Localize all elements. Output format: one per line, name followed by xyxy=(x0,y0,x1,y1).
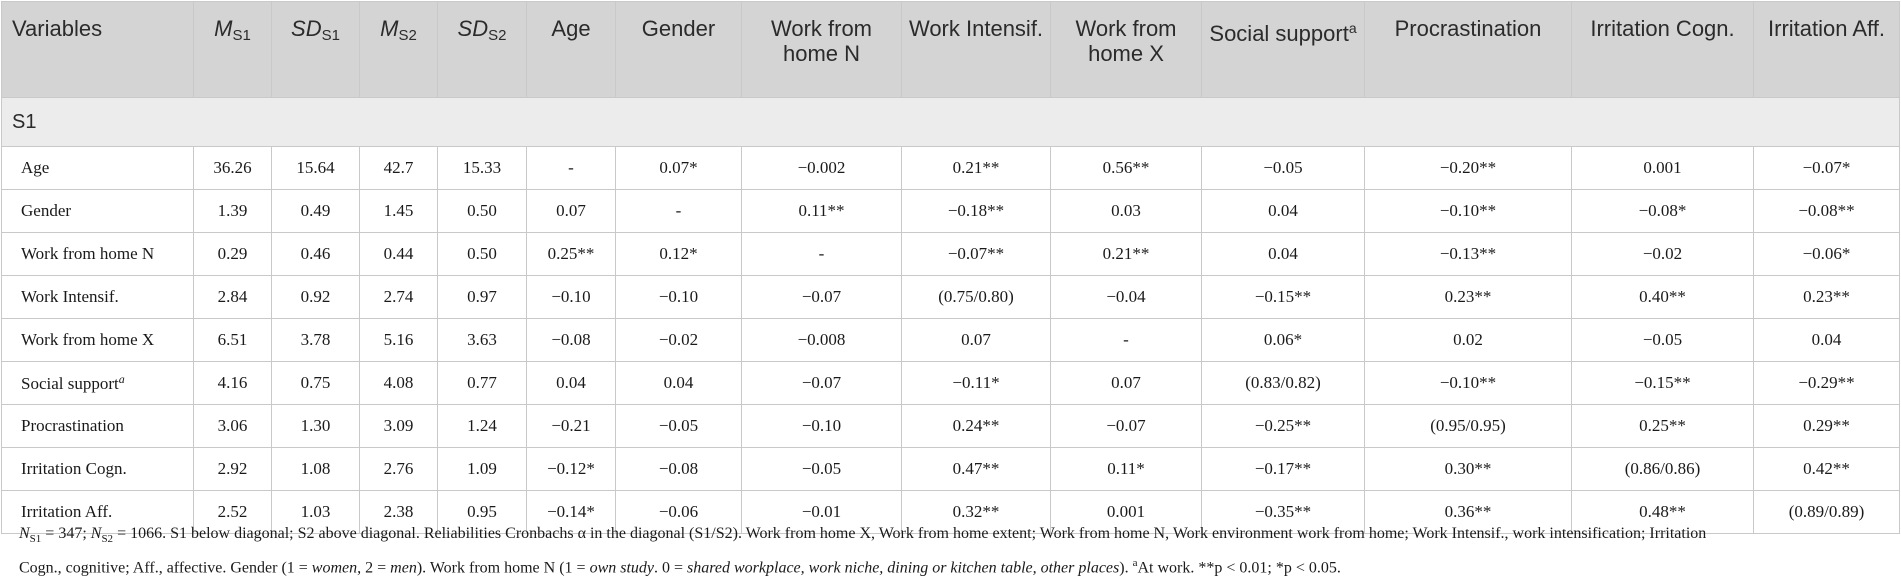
table-cell: 0.40** xyxy=(1572,276,1754,319)
header-irritation-cogn: Irritation Cogn. xyxy=(1572,2,1754,98)
table-cell: −0.13** xyxy=(1365,233,1572,276)
table-cell: 0.04 xyxy=(1202,233,1365,276)
table-cell: 2.84 xyxy=(194,276,272,319)
table-cell: 0.44 xyxy=(360,233,438,276)
correlation-table xyxy=(1,1,1900,534)
table-row xyxy=(2,276,1900,319)
table-cell: 0.07* xyxy=(616,147,742,190)
table-row xyxy=(2,448,1900,491)
table-cell: −0.07** xyxy=(902,233,1051,276)
table-row xyxy=(2,319,1900,362)
table-cell: −0.07* xyxy=(1754,147,1900,190)
header-work-from-home-n: Work from home N xyxy=(742,2,902,98)
header-social-support: Social support$^a$ xyxy=(1202,2,1365,98)
table-cell: −0.10** xyxy=(1365,362,1572,405)
header-age: Age xyxy=(527,2,616,98)
table-row xyxy=(2,362,1900,405)
table-cell: 2.74 xyxy=(360,276,438,319)
table-cell: 0.56** xyxy=(1051,147,1202,190)
table-cell: 2.38 xyxy=(360,491,438,534)
table-cell: 3.06 xyxy=(194,405,272,448)
table-cell: 0.24** xyxy=(902,405,1051,448)
table-cell: 15.33 xyxy=(438,147,527,190)
table-cell: 36.26 xyxy=(194,147,272,190)
table-cell: −0.008 xyxy=(742,319,902,362)
table-cell: −0.02 xyxy=(616,319,742,362)
table-cell: 0.04 xyxy=(527,362,616,405)
table-cell: 0.46 xyxy=(272,233,360,276)
row-label: Social support$^a$ xyxy=(2,362,194,405)
table-cell: 0.21** xyxy=(1051,233,1202,276)
row-label: Work from home X xyxy=(2,319,194,362)
table-cell: −0.10 xyxy=(616,276,742,319)
table-cell: 0.92 xyxy=(272,276,360,319)
table-cell: 3.63 xyxy=(438,319,527,362)
table-cell: −0.08 xyxy=(616,448,742,491)
header-sd-s2: $SD_{S2}$ xyxy=(438,2,527,98)
table-cell: −0.05 xyxy=(742,448,902,491)
table-cell: 0.001 xyxy=(1051,491,1202,534)
table-cell: 0.75 xyxy=(272,362,360,405)
row-label: Gender xyxy=(2,190,194,233)
table-cell: 0.11* xyxy=(1051,448,1202,491)
table-cell: −0.18** xyxy=(902,190,1051,233)
table-cell: 0.23** xyxy=(1754,276,1900,319)
table-cell: 0.42** xyxy=(1754,448,1900,491)
header-row xyxy=(2,2,1900,98)
table-cell: −0.35** xyxy=(1202,491,1365,534)
table-cell: −0.14* xyxy=(527,491,616,534)
header-irritation-aff: Irritation Aff. xyxy=(1754,2,1900,98)
table-cell: 0.21** xyxy=(902,147,1051,190)
table-cell: −0.10 xyxy=(527,276,616,319)
table-cell: −0.08 xyxy=(527,319,616,362)
table-cell: 0.47** xyxy=(902,448,1051,491)
table-cell: 6.51 xyxy=(194,319,272,362)
table-cell: 0.04 xyxy=(1202,190,1365,233)
table-cell: (0.75/0.80) xyxy=(902,276,1051,319)
table-cell: −0.10 xyxy=(742,405,902,448)
table-cell: 0.29** xyxy=(1754,405,1900,448)
table-cell: −0.15** xyxy=(1202,276,1365,319)
table-cell: 0.04 xyxy=(1754,319,1900,362)
table-cell: 0.36** xyxy=(1365,491,1572,534)
table-cell: 5.16 xyxy=(360,319,438,362)
header-work-intensif: Work Intensif. xyxy=(902,2,1051,98)
table-cell: 0.25** xyxy=(1572,405,1754,448)
table-cell: 15.64 xyxy=(272,147,360,190)
table-cell: −0.25** xyxy=(1202,405,1365,448)
table-cell: −0.15** xyxy=(1572,362,1754,405)
table-cell: −0.08** xyxy=(1754,190,1900,233)
section-row-s1 xyxy=(2,98,1900,147)
row-label: Work Intensif. xyxy=(2,276,194,319)
header-variables: Variables xyxy=(2,2,194,98)
table-cell: −0.04 xyxy=(1051,276,1202,319)
table-cell: 1.30 xyxy=(272,405,360,448)
table-cell: 0.97 xyxy=(438,276,527,319)
table-cell: 0.04 xyxy=(616,362,742,405)
table-cell: 0.48** xyxy=(1572,491,1754,534)
table-cell: (0.83/0.82) xyxy=(1202,362,1365,405)
table-cell: 0.12* xyxy=(616,233,742,276)
table-cell: 0.23** xyxy=(1365,276,1572,319)
table-cell: −0.07 xyxy=(742,362,902,405)
table-cell: −0.07 xyxy=(1051,405,1202,448)
table-cell: −0.002 xyxy=(742,147,902,190)
table-cell: 0.11** xyxy=(742,190,902,233)
table-cell: 0.07 xyxy=(527,190,616,233)
table-cell: 0.29 xyxy=(194,233,272,276)
table-cell: −0.05 xyxy=(616,405,742,448)
table-cell: −0.06* xyxy=(1754,233,1900,276)
table-row xyxy=(2,147,1900,190)
header-procrastination: Procrastination xyxy=(1365,2,1572,98)
table-row xyxy=(2,233,1900,276)
table-footnote: $N_{S1} = 347$; $N_{S2} = 1066$. S1 below diagonal; S2 above diagonal. Reliabilities Cronbachs α in the diagonal (S1/S2). Work from home X, Work from home extent; Work from home N, Work environment work from home; Work Intensif., work intensification; Irritation Cogn., cognitive; Aff., affective. Gender (1 = women, 2 = men). Work from home N (1 = own study. 0 = shared workplace, work niche, dining or kitchen table, other places). $^a$At work. **p < 0.01; *p < 0.05. xyxy=(19,525,1707,577)
table-cell: 0.49 xyxy=(272,190,360,233)
table-cell: 0.06* xyxy=(1202,319,1365,362)
table-cell: 1.39 xyxy=(194,190,272,233)
table-cell: 2.76 xyxy=(360,448,438,491)
table-cell: - xyxy=(1051,319,1202,362)
table-cell: 0.001 xyxy=(1572,147,1754,190)
header-gender: Gender xyxy=(616,2,742,98)
table-cell: −0.01 xyxy=(742,491,902,534)
table-cell: - xyxy=(527,147,616,190)
table-cell: −0.21 xyxy=(527,405,616,448)
header-sd-s1: $SD_{S1}$ xyxy=(272,2,360,98)
row-label: Work from home N xyxy=(2,233,194,276)
table-cell: 3.78 xyxy=(272,319,360,362)
table-row xyxy=(2,405,1900,448)
table-cell: −0.05 xyxy=(1202,147,1365,190)
table-cell: 0.95 xyxy=(438,491,527,534)
table-cell: −0.11* xyxy=(902,362,1051,405)
table-cell: −0.12* xyxy=(527,448,616,491)
table-cell: 4.08 xyxy=(360,362,438,405)
row-label: Irritation Cogn. xyxy=(2,448,194,491)
table-cell: 2.92 xyxy=(194,448,272,491)
table-cell: 0.03 xyxy=(1051,190,1202,233)
header-work-from-home-x: Work from home X xyxy=(1051,2,1202,98)
table-row xyxy=(2,190,1900,233)
table-cell: 0.50 xyxy=(438,190,527,233)
table-cell: −0.05 xyxy=(1572,319,1754,362)
table-cell: 1.03 xyxy=(272,491,360,534)
table-cell: 0.25** xyxy=(527,233,616,276)
table-cell: - xyxy=(742,233,902,276)
table-cell: 3.09 xyxy=(360,405,438,448)
table-cell: (0.86/0.86) xyxy=(1572,448,1754,491)
table-cell: 42.7 xyxy=(360,147,438,190)
table-cell: 1.24 xyxy=(438,405,527,448)
table-cell: −0.06 xyxy=(616,491,742,534)
row-label: Irritation Aff. xyxy=(2,491,194,534)
table-cell: 0.50 xyxy=(438,233,527,276)
table-cell: 0.02 xyxy=(1365,319,1572,362)
header-m-s1: $M_{S1}$ xyxy=(194,2,272,98)
section-label: S1 xyxy=(2,98,1900,147)
table-cell: 1.45 xyxy=(360,190,438,233)
table-cell: −0.07 xyxy=(742,276,902,319)
table-cell: 0.30** xyxy=(1365,448,1572,491)
table-cell: −0.17** xyxy=(1202,448,1365,491)
table-cell: 4.16 xyxy=(194,362,272,405)
row-label: Age xyxy=(2,147,194,190)
table-cell: 0.32** xyxy=(902,491,1051,534)
table-cell: 1.09 xyxy=(438,448,527,491)
header-m-s2: $M_{S2}$ xyxy=(360,2,438,98)
table-cell: −0.08* xyxy=(1572,190,1754,233)
table-cell: −0.20** xyxy=(1365,147,1572,190)
table-cell: 0.07 xyxy=(902,319,1051,362)
table-cell: - xyxy=(616,190,742,233)
table-cell: −0.10** xyxy=(1365,190,1572,233)
table-cell: 0.77 xyxy=(438,362,527,405)
table-cell: 0.07 xyxy=(1051,362,1202,405)
row-label: Procrastination xyxy=(2,405,194,448)
table-cell: −0.02 xyxy=(1572,233,1754,276)
table-cell: −0.29** xyxy=(1754,362,1900,405)
table-cell: 1.08 xyxy=(272,448,360,491)
table-cell: 2.52 xyxy=(194,491,272,534)
table-cell: (0.95/0.95) xyxy=(1365,405,1572,448)
table-cell: (0.89/0.89) xyxy=(1754,491,1900,534)
